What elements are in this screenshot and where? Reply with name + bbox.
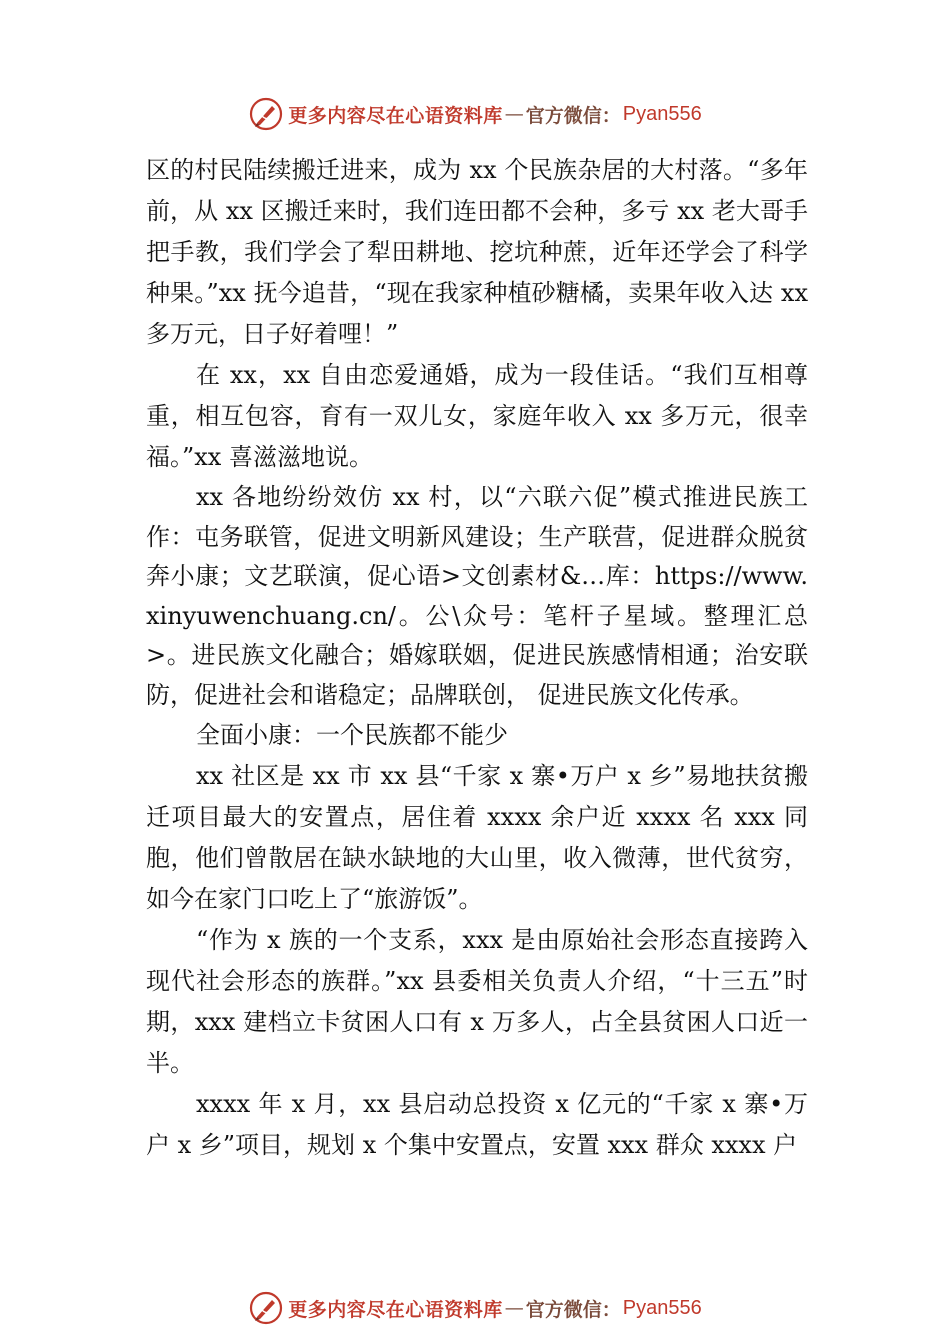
paragraph-4: xx 社区是 xx 市 xx 县“千家 x 寨•万户 x 乡”易地扶贫搬迁项目最大的安置点，居住着 xxxx 余户近 xxxx 名 xxx 同胞，他们曾散居在缺水缺地的大山里，收入微薄，世代贫穷， 如今在家门口吃上了“旅游饭”。: [146, 762, 808, 913]
footer-banner-contact-id: Pyan556: [622, 1296, 702, 1319]
banner-contact-label: 官方微信：: [525, 104, 621, 127]
paragraph-6: xxxx 年 x 月，xx 县启动总投资 x 亿元的“千家 x 寨•万户 x 乡”项目，规划 x 个集中安置点，安置 xxx 群众 xxxx 户: [146, 1090, 808, 1159]
banner-title: 更多内容尽在心语资料库: [288, 104, 503, 127]
footer-banner-separator: —: [504, 1297, 524, 1319]
footer-banner: [0, 1290, 950, 1326]
paragraph-3: xx 各地纷纷效仿 xx 村，以“六联六促”模式推进民族工作：屯务联管，促进文明新风建设；生产联营，促进群众脱贫奔小康；文艺联演，促心语>文创素材&…库：https://www.xinyuwenchuang.cn/。公\众号：笔杆子星域。整理汇总>。进民族文化融合；婚嫁联姻，促进民族感情相通；治安联防，促进社会和谐稳定；品牌联创， 促进民族文化传承。: [146, 483, 808, 709]
document-body: [146, 150, 808, 1166]
paragraph-1: 区的村民陆续搬迁进来，成为 xx 个民族杂居的大村落。“多年前，从 xx 区搬迁来时，我们连田都不会种，多亏 xx 老大哥手把手教，我们学会了犁田耕地、挖坑种蔗，近年还学会了科学种果。”xx 抚今追昔，“现在我家种植砂糖橘，卖果年收入达 xx 多万元，日子好着哩！”: [146, 156, 808, 348]
header-banner: [0, 96, 950, 132]
banner-separator: —: [504, 103, 524, 125]
section-heading: 全面小康：一个民族都不能少: [196, 721, 508, 749]
paragraph-5: “作为 x 族的一个支系，xxx 是由原始社会形态直接跨入现代社会形态的族群。”xx 县委相关负责人介绍，“十三五”时期，xxx 建档立卡贫困人口有 x 万多人，占全县贫困人口近一半。: [146, 926, 808, 1077]
pen-logo-icon: [248, 96, 284, 132]
banner-contact-id: Pyan556: [622, 102, 702, 125]
pen-logo-icon: [248, 1290, 284, 1326]
footer-banner-contact-label: 官方微信：: [525, 1298, 621, 1321]
paragraph-2: 在 xx，xx 自由恋爱通婚，成为一段佳话。“我们互相尊重，相互包容，育有一双儿女，家庭年收入 xx 多万元，很幸福。”xx 喜滋滋地说。: [146, 361, 808, 471]
footer-banner-title: 更多内容尽在心语资料库: [288, 1298, 503, 1321]
